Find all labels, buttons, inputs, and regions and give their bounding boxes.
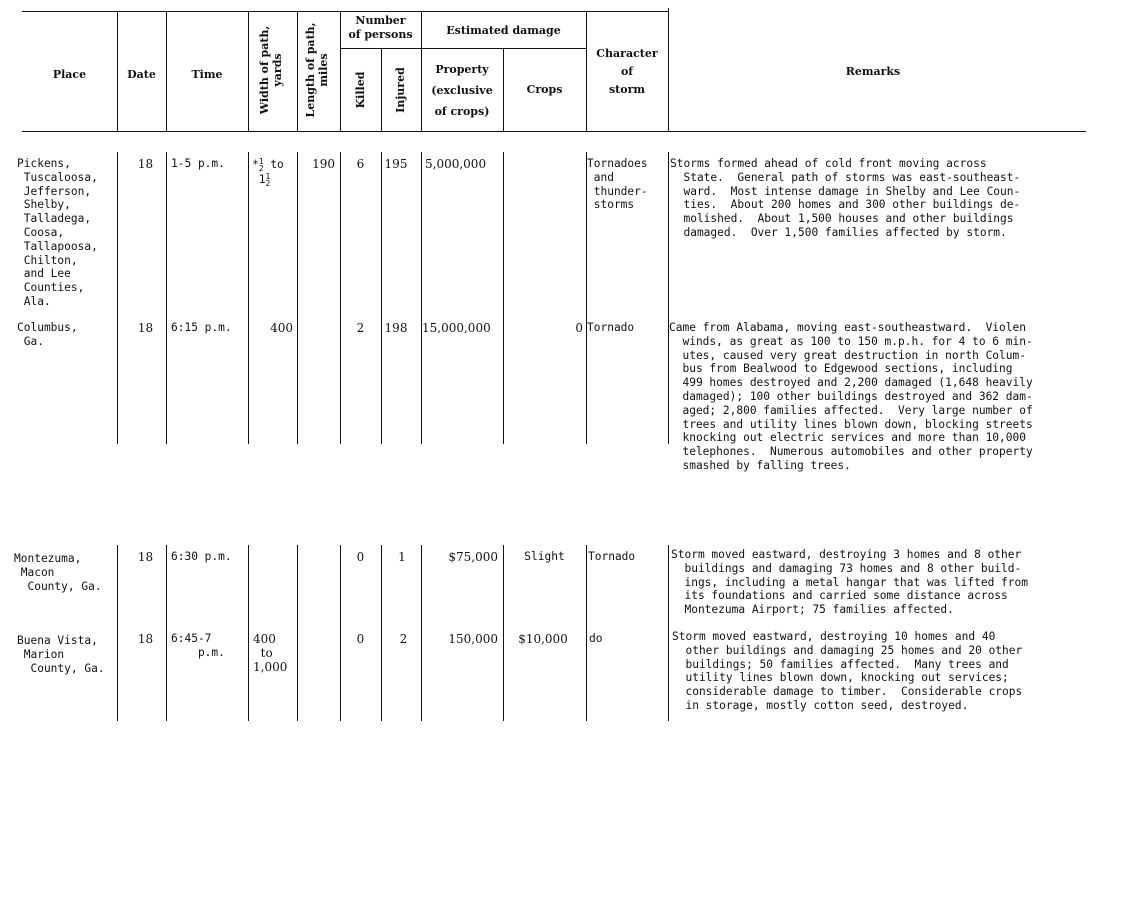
body-rule-character-2 [586,545,587,721]
row4-remarks: Storm moved eastward, destroying 10 homes and 40 other buildings and damaging 25 homes and 20 other buildings; 50 families affected. Many trees and utility lines blown down, knocking out services; considerable damage to timber. Considerable crops in storage, mostly cotton seed, destroyed. [672,630,1023,712]
header-number-of-persons: Number of persons [348,14,413,41]
header-bottom-rule [22,131,1086,132]
row2-remarks: Came from Alabama, moving east-southeastward. Violen winds, as great as 100 to 150 m.p.h. for 4 to 6 min- utes, caused very great destruction in north Colum- bus from Bealwood to Edgewood sections, including 499 homes destroyed and 2,200 damaged (1,648 heavily damaged); 100 other buildings destroyed and 362 dam- aged; 2,800 families affected. Very large number of trees and utility lines blown down, blocking streets knocking out electric services and more than 10,000 telephones. Numerous automobiles and other property smashed by falling trees. [669,321,1033,472]
header-property: Property (exclusive of crops) [431,63,493,118]
row3-remarks: Storm moved eastward, destroying 3 homes and 8 other buildings and damaging 73 homes and 8 other build- ings, including a metal hangar that was lifted from its foundations and carried some distance across Montezuma Airport; 75 families affected. [671,548,1028,617]
top-rule [22,11,668,12]
header-date: Date [127,68,156,81]
header-injured: Injured [394,67,407,113]
row1-character: Tornadoes and thunder- storms [587,157,648,212]
row1-remarks: Storms formed ahead of cold front moving across State. General path of storms was east-southeast- ward. Most intense damage in Shelby and Lee Coun- ties. About 200 homes and 300 other buildings de- molished. About 1,500 houses and other buildings damaged. Over 1,500 families affected by storm. [670,157,1021,239]
body-rule-damage-1 [421,152,422,444]
header-place: Place [52,68,87,81]
row2-date: 18 [137,321,154,335]
body-rule-remarks-2 [668,545,669,721]
col-rule-length [297,11,298,131]
body-rule-width-2 [248,545,249,721]
row3-crops: Slight [524,550,565,563]
row4-killed: 0 [356,632,365,646]
body-rule-date-1 [117,152,118,444]
row1-place: Pickens, Tuscaloosa, Jefferson, Shelby, Talladega, Coosa, Tallapoosa, Chilton, and Lee Counties, Ala. [17,157,98,308]
row4-place: Buena Vista, Marion County, Ga. [17,634,105,675]
row3-property: $75,000 [448,550,498,564]
row2-time: 6:15 p.m. [171,321,232,334]
header-time: Time [191,68,223,81]
fraction-one-half-2: 1 2 [265,172,271,188]
row1-killed: 6 [356,157,365,171]
row1-width: * 1 2 to 1 1 2 [252,157,284,188]
header-remarks: Remarks [845,65,901,78]
row2-character: Tornado [587,321,635,334]
row1-length: 190 [312,157,335,171]
row2-killed: 2 [356,321,365,335]
row3-injured: 1 [398,550,406,564]
row3-date: 18 [137,550,154,564]
row3-character: Tornado [588,550,636,563]
row2-injured: 198 [384,321,408,335]
fraction-one-half: 1 2 [258,157,264,173]
body-rule-time-1 [166,152,167,444]
col-rule-injured [381,48,382,131]
row4-injured: 2 [399,632,408,646]
body-rule-length-2 [297,545,298,721]
row4-property: 150,000 [448,632,498,646]
row2-width: 400 [270,321,293,335]
row1-time: 1-5 p.m. [171,157,225,170]
row2-place: Columbus, Ga. [17,321,78,348]
body-rule-injured-1 [381,152,382,444]
row4-character: do [589,632,603,645]
body-rule-width-1 [248,152,249,444]
row4-time: 6:45-7 p.m. [171,632,225,659]
header-length-of-path: Length of path, miles [304,22,330,118]
group-header-rule [340,48,586,49]
body-rule-persons-1 [340,152,341,444]
header-width-of-path: Width of path, yards [258,25,284,115]
body-rule-length-1 [297,152,298,444]
header-character-of-storm: Character of storm [596,47,658,96]
body-rule-crops-1 [503,152,504,444]
row1-injured: 195 [384,157,408,171]
row2-crops: 0 [575,321,583,335]
col-rule-width [248,11,249,131]
header-crops: Crops [526,83,563,96]
row4-width: 400 to 1,000 [253,632,288,674]
row4-date: 18 [137,632,154,646]
row4-crops: $10,000 [518,632,568,646]
header-killed: Killed [354,71,367,109]
row3-killed: 0 [356,550,365,564]
header-estimated-damage: Estimated damage [446,24,561,37]
row1-date: 18 [137,157,154,171]
row2-property: 15,000,000 [422,321,491,335]
row3-time: 6:30 p.m. [171,550,232,563]
row3-place: Montezuma, Macon County, Ga. [14,552,102,593]
row1-property: 5,000,000 [425,157,487,171]
